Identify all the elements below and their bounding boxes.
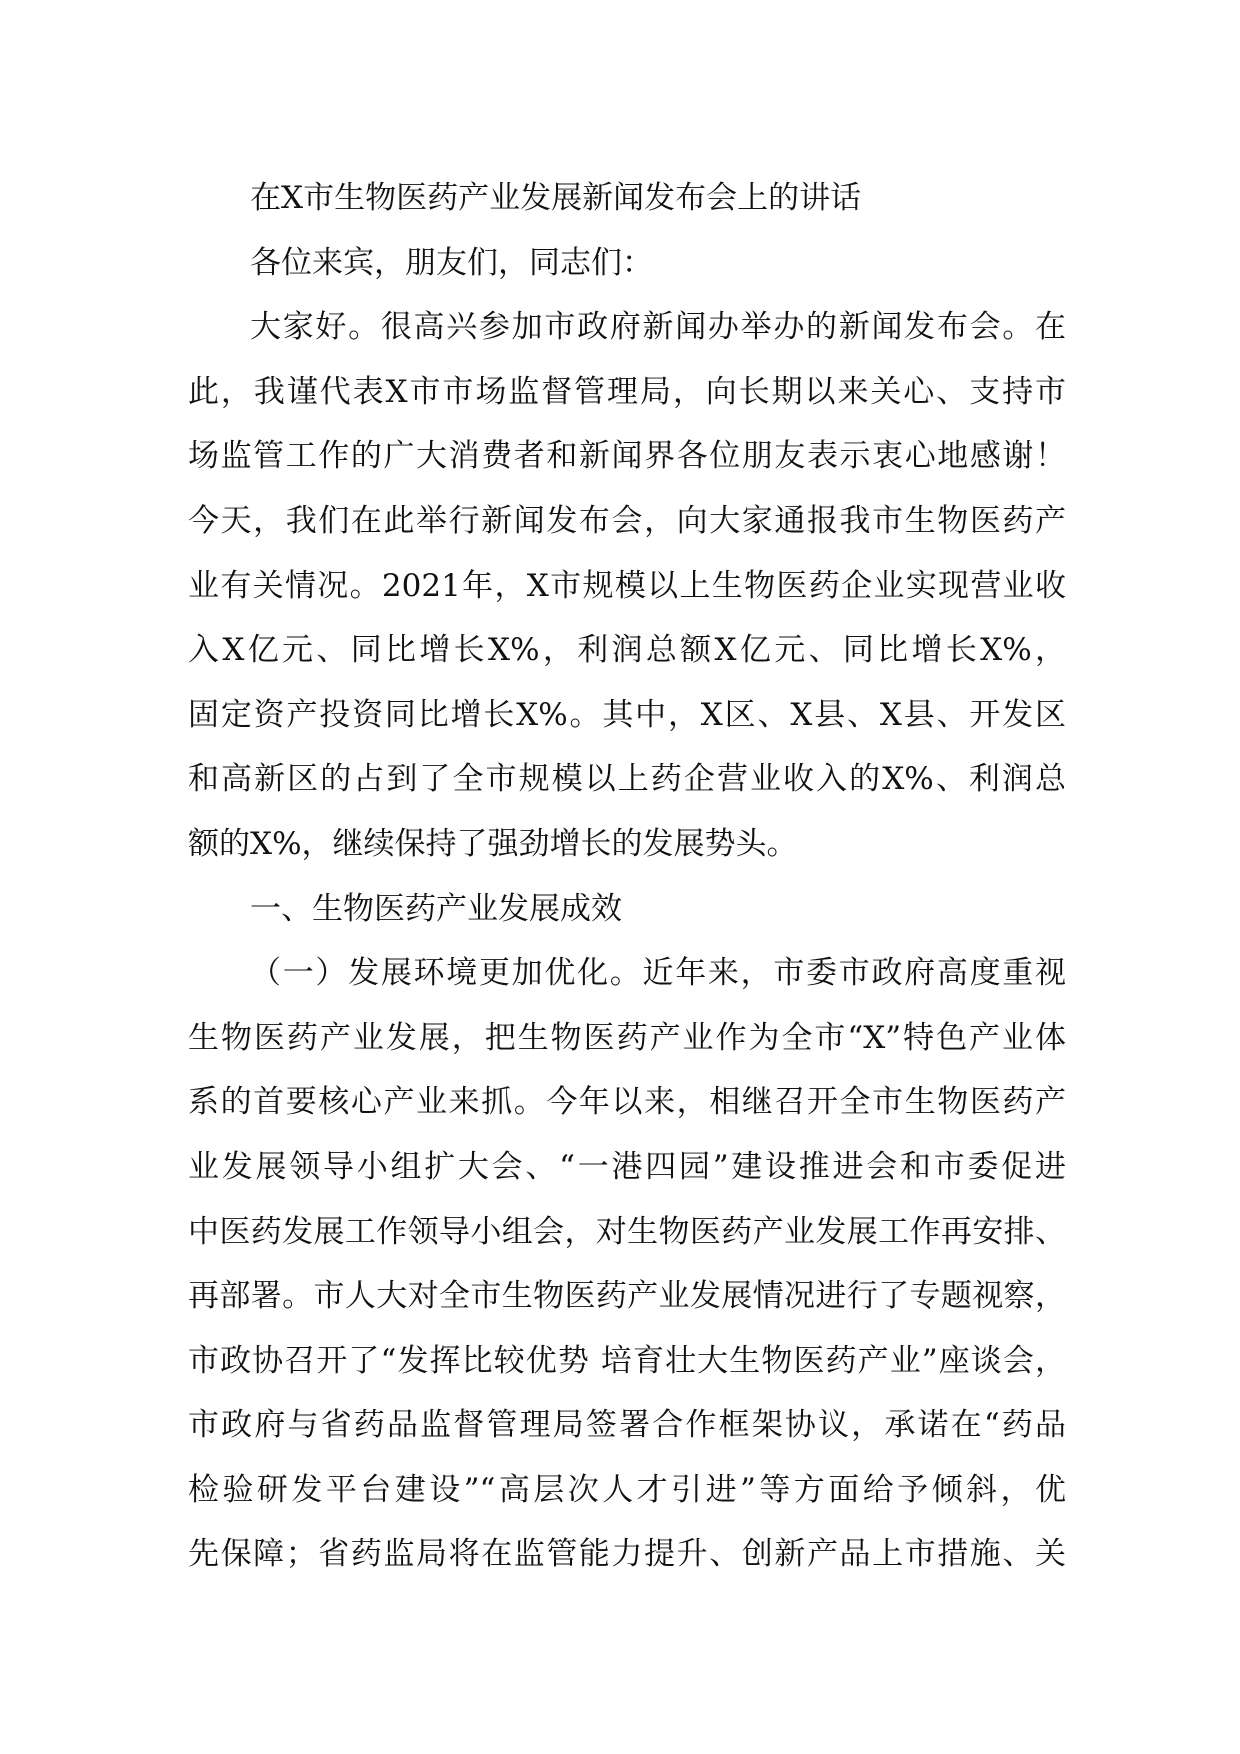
paragraph-line: 和高新区的占到了全市规模以上药企营业收入的X%、利润总 [188, 761, 1066, 798]
paragraph-line: 检验研发平台建设”“高层次人才引进”等方面给予倾斜，优 [188, 1471, 1066, 1508]
paragraph-line: 市政府与省药品监督管理局签署合作框架协议，承诺在“药品 [188, 1407, 1066, 1444]
paragraph-line: 先保障；省药监局将在监管能力提升、创新产品上市措施、关 [188, 1536, 1066, 1573]
paragraph-line: 此，我谨代表X市市场监督管理局，向长期以来关心、支持市 [188, 373, 1066, 410]
paragraph-line: 再部署。市人大对全市生物医药产业发展情况进行了专题视察， [188, 1278, 1066, 1315]
paragraph-line: 系的首要核心产业来抓。今年以来，相继召开全市生物医药产 [188, 1084, 1066, 1121]
paragraph-line: 额的X%，继续保持了强劲增长的发展势头。 [188, 825, 798, 862]
salutation: 各位来宾，朋友们，同志们： [250, 244, 653, 281]
paragraph-line: 今天，我们在此举行新闻发布会，向大家通报我市生物医药产 [188, 502, 1066, 539]
paragraph-development [188, 941, 1066, 1587]
paragraph-line: 场监管工作的广大消费者和新闻界各位朋友表示衷心地感谢！ [188, 438, 1066, 475]
document-page [188, 166, 1066, 1587]
paragraph-line: 中医药发展工作领导小组会，对生物医药产业发展工作再安排、 [188, 1213, 1066, 1250]
paragraph-line: 业发展领导小组扩大会、“一港四园”建设推进会和市委促进 [188, 1148, 1066, 1185]
paragraph-line: 固定资产投资同比增长X%。其中，X区、X县、X县、开发区 [188, 696, 1066, 733]
document-title: 在X市生物医药产业发展新闻发布会上的讲话 [250, 180, 862, 216]
paragraph-line: （一）发展环境更加优化。近年来，市委市政府高度重视 [250, 955, 1066, 992]
paragraph-line: 业有关情况。2021年，X市规模以上生物医药企业实现营业收 [188, 567, 1066, 604]
paragraph-line: 市政协召开了“发挥比较优势 培育壮大生物医药产业”座谈会， [188, 1342, 1066, 1379]
paragraph-line: 生物医药产业发展，把生物医药产业作为全市“X”特色产业体 [188, 1019, 1066, 1056]
paragraph-line: 大家好。很高兴参加市政府新闻办举办的新闻发布会。在 [250, 309, 1066, 346]
paragraph-line: 入X亿元、同比增长X%，利润总额X亿元、同比增长X%， [188, 632, 1066, 669]
section-heading: 一、生物医药产业发展成效 [250, 890, 622, 927]
paragraph-opening [188, 295, 1066, 876]
